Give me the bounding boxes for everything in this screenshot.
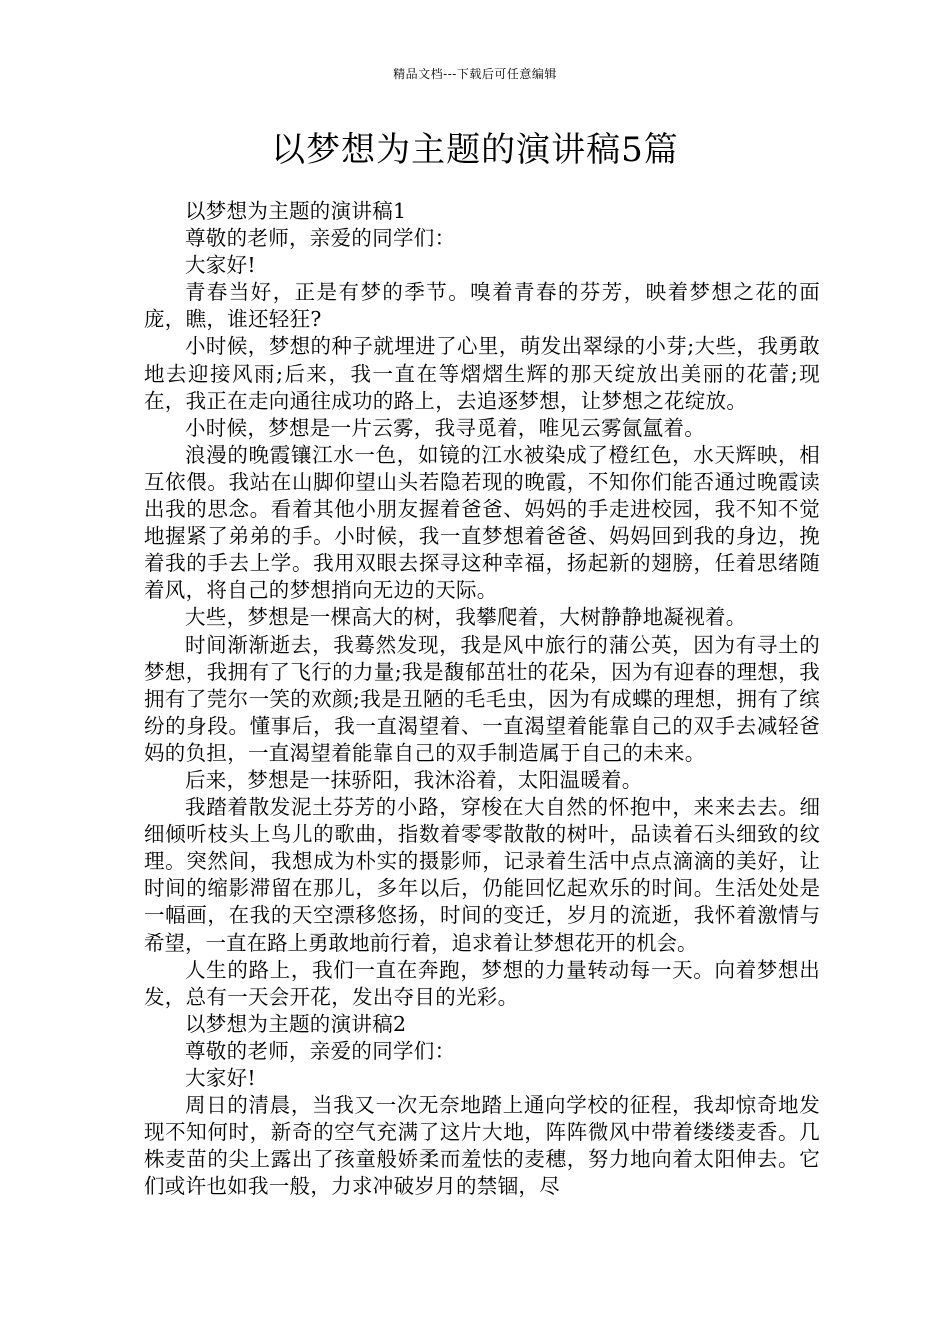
- section-heading-1: 以梦想为主题的演讲稿1: [185, 199, 407, 223]
- paragraph: 人生的路上，我们一直在奔跑，梦想的力量转动每一天。向着梦想出发，总有一天会开花，发出夺目的光彩。: [144, 957, 820, 1009]
- greeting: 大家好!: [185, 253, 256, 278]
- paragraph: 青春当好，正是有梦的季节。嗅着青春的芬芳，映着梦想之花的面庞，瞧，谁还轻狂?: [144, 280, 820, 332]
- page-header: 精品文档---下载后可任意编辑: [393, 67, 557, 81]
- document-body: [144, 198, 820, 1200]
- paragraph: 大些，梦想是一棵高大的树，我攀爬着，大树静静地凝视着。: [185, 605, 747, 630]
- paragraph: 后来，梦想是一抹骄阳，我沐浴着，太阳温暖着。: [185, 767, 643, 792]
- salutation: 尊敬的老师，亲爱的同学们：: [185, 226, 456, 251]
- section-heading-2: 以梦想为主题的演讲稿2: [185, 1011, 407, 1036]
- salutation: 尊敬的老师，亲爱的同学们：: [185, 1038, 456, 1063]
- paragraph: 周日的清晨，当我又一次无奈地踏上通向学校的征程，我却惊奇地发现不知何时，新奇的空气充满了这片大地，阵阵微风中带着缕缕麦香。几株麦苗的尖上露出了孩童般娇柔而羞怯的麦穗，努力地向着太阳伸去。它们或许也如我一般，力求冲破岁月的禁锢，尽: [144, 1093, 820, 1199]
- greeting: 大家好!: [185, 1066, 256, 1090]
- paragraph: 时间渐渐逝去，我蓦然发现，我是风中旅行的蒲公英，因为有寻土的梦想，我拥有了飞行的力量;我是馥郁茁壮的花朵，因为有迎春的理想，我拥有了莞尔一笑的欢颜;我是丑陋的毛毛虫，因为有成蝶的理想，拥有了缤纷的身段。懂事后，我一直渴望着、一直渴望着能靠自己的双手去减轻爸妈的负担，一直渴望着能靠自己的双手制造属于自己的未来。: [144, 632, 820, 765]
- paragraph: 小时候，梦想是一片云雾，我寻觅着，唯见云雾氤氲着。: [185, 415, 705, 440]
- paragraph: 小时候，梦想的种子就埋进了心里，萌发出翠绿的小芽;大些，我勇敢地去迎接风雨;后来，我一直在等熠熠生辉的那天绽放出美丽的花蕾;现在，我正在走向通往成功的路上，去追逐梦想，让梦想之花绽放。: [144, 334, 820, 413]
- paragraph: 我踏着散发泥土芬芳的小路，穿梭在大自然的怀抱中，来来去去。细细倾听枝头上鸟儿的歌曲，指数着零零散散的树叶，品读着石头细致的纹理。突然间，我想成为朴实的摄影师，记录着生活中点点滴滴的美好，让时间的缩影滞留在那儿，多年以后，仍能回忆起欢乐的时间。生活处处是一幅画，在我的天空漂移悠扬，时间的变迁，岁月的流逝，我怀着激情与希望，一直在路上勇敢地前行着，追求着让梦想花开的机会。: [144, 795, 820, 955]
- paragraph: 浪漫的晚霞镶江水一色，如镜的江水被染成了橙红色，水天辉映，相互依偎。我站在山脚仰望山头若隐若现的晚霞，不知你们能否通过晚霞读出我的思念。看着其他小朋友握着爸爸、妈妈的手走进校园，我不知不觉地握紧了弟弟的手。小时候，我一直梦想着爸爸、妈妈回到我的身边，挽着我的手去上学。我用双眼去探寻这种幸福，扬起新的翅膀，任着思绪随着风，将自己的梦想捎向无边的天际。: [144, 442, 820, 603]
- document-title: 以梦想为主题的演讲稿5篇: [271, 130, 679, 170]
